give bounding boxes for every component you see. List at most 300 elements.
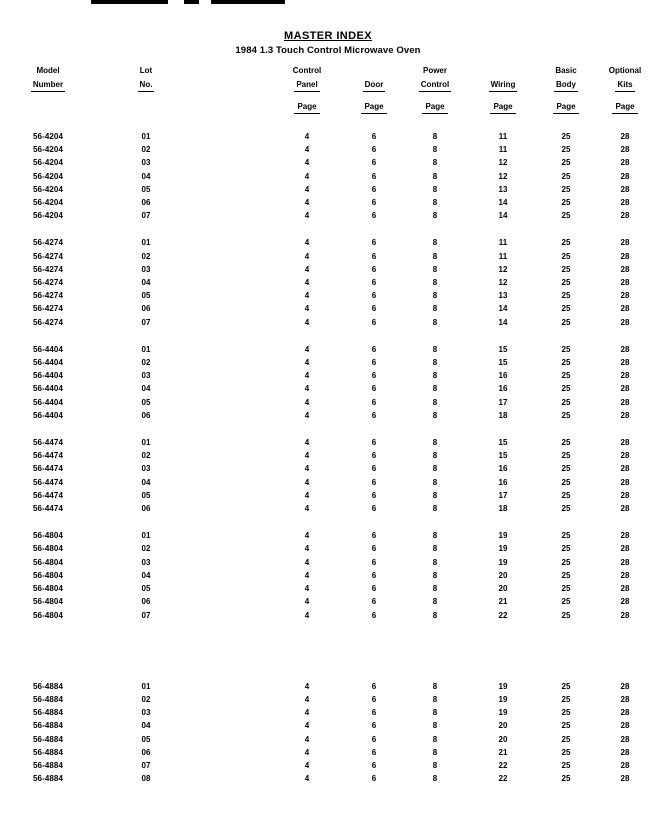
- cell-door-page: 6: [371, 145, 377, 155]
- cell-power-control-page: 8: [432, 721, 438, 731]
- cell-model-number: 56-4474: [32, 451, 64, 461]
- cell-power-control-page: 8: [432, 358, 438, 368]
- block-separator-cell: [0, 222, 656, 236]
- cell-model-number: 56-4474: [32, 438, 64, 448]
- cell-basic-body-page: 25: [561, 734, 571, 744]
- cell-spacer: [196, 542, 268, 555]
- cell-optional-kits-page: 28: [620, 597, 630, 607]
- header-optional-kits: Kits: [594, 78, 656, 100]
- cell-power-control-page: 8: [432, 708, 438, 718]
- cell-wiring-page: 15: [498, 344, 508, 354]
- cell-control-panel-page: 4: [304, 597, 310, 607]
- header-basic-body-line1: Basic: [555, 66, 577, 75]
- cell-basic-body-page: 25: [561, 397, 571, 407]
- cell-basic-body-page: 25: [561, 251, 571, 261]
- cell-power-control-page: 8: [432, 304, 438, 314]
- cell-power-control-page: 8: [432, 557, 438, 567]
- cell-optional-kits-page: 28: [620, 694, 630, 704]
- table-row: [0, 263, 656, 276]
- cell-control-panel-page: 4: [304, 477, 310, 487]
- cell-power-control-page: 8: [432, 531, 438, 541]
- cell-control-panel-page: 4: [304, 721, 310, 731]
- cell-lot-no: 05: [141, 734, 151, 744]
- cell-optional-kits-page: 28: [620, 211, 630, 221]
- cell-power-control-page: 8: [432, 211, 438, 221]
- cell-control-panel-page: 4: [304, 734, 310, 744]
- cell-basic-body-page: 25: [561, 171, 571, 181]
- table-row: [0, 156, 656, 169]
- cell-basic-body-page: 25: [561, 721, 571, 731]
- cell-spacer: [196, 719, 268, 732]
- cell-door-page: 6: [371, 597, 377, 607]
- cell-optional-kits-page: 28: [620, 708, 630, 718]
- table-row: [0, 209, 656, 222]
- cell-optional-kits-page: 28: [620, 477, 630, 487]
- table-row: [0, 719, 656, 732]
- header-control-panel: Panel: [268, 78, 346, 100]
- cell-door-page: 6: [371, 544, 377, 554]
- cell-power-control-page: 8: [432, 198, 438, 208]
- cell-optional-kits-page: 28: [620, 557, 630, 567]
- cell-model-number: 56-4274: [32, 238, 64, 248]
- cell-power-control-page: 8: [432, 384, 438, 394]
- header-power-control: Control: [402, 78, 468, 100]
- cell-door-page: 6: [371, 681, 377, 691]
- cell-door-page: 6: [371, 171, 377, 181]
- table-row: [0, 143, 656, 156]
- cell-model-number: 56-4404: [32, 371, 64, 381]
- cell-basic-body-page: 25: [561, 158, 571, 168]
- cell-control-panel-page: 4: [304, 570, 310, 580]
- cell-power-control-page: 8: [432, 291, 438, 301]
- cell-model-number: 56-4804: [32, 531, 64, 541]
- cell-model-number: 56-4884: [32, 721, 64, 731]
- cell-spacer: [196, 302, 268, 315]
- cell-door-page: 6: [371, 464, 377, 474]
- table-row: [0, 409, 656, 422]
- cell-control-panel-page: 4: [304, 317, 310, 327]
- cell-power-control-page: 8: [432, 597, 438, 607]
- cell-basic-body-page: 25: [561, 694, 571, 704]
- table-row: [0, 489, 656, 502]
- cell-lot-no: 01: [141, 438, 151, 448]
- table-row: [0, 449, 656, 462]
- cell-power-control-page: 8: [432, 251, 438, 261]
- header-row-line2: [0, 78, 656, 100]
- cell-door-page: 6: [371, 438, 377, 448]
- cell-basic-body-page: 25: [561, 531, 571, 541]
- cell-control-panel-page: 4: [304, 132, 310, 141]
- cell-power-control-page: 8: [432, 344, 438, 354]
- cell-door-page: 6: [371, 477, 377, 487]
- cell-model-number: 56-4804: [32, 584, 64, 594]
- cell-power-control-page: 8: [432, 438, 438, 448]
- cell-wiring-page: 16: [498, 384, 508, 394]
- cell-optional-kits-page: 28: [620, 358, 630, 368]
- cell-control-panel-page: 4: [304, 171, 310, 181]
- cell-power-control-page: 8: [432, 570, 438, 580]
- block-separator-cell: [0, 622, 656, 680]
- cell-optional-kits-page: 28: [620, 317, 630, 327]
- table-body: [0, 130, 656, 785]
- cell-spacer: [196, 693, 268, 706]
- header-page-door: Page: [346, 100, 402, 130]
- header-page-control-panel: Page: [268, 100, 346, 130]
- cell-door-page: 6: [371, 358, 377, 368]
- cell-wiring-page: 19: [498, 694, 508, 704]
- cell-power-control-page: 8: [432, 397, 438, 407]
- cell-spacer: [196, 462, 268, 475]
- cell-optional-kits-page: 28: [620, 184, 630, 194]
- cell-optional-kits-page: 28: [620, 238, 630, 248]
- cell-basic-body-page: 25: [561, 132, 571, 141]
- cell-control-panel-page: 4: [304, 291, 310, 301]
- header-page-optional-kits: Page: [594, 100, 656, 130]
- cell-door-page: 6: [371, 238, 377, 248]
- table-row: [0, 316, 656, 329]
- cell-model-number: 56-4274: [32, 251, 64, 261]
- cell-basic-body-page: 25: [561, 211, 571, 221]
- cell-control-panel-page: 4: [304, 584, 310, 594]
- cell-optional-kits-page: 28: [620, 544, 630, 554]
- cell-lot-no: 07: [141, 610, 151, 620]
- cell-optional-kits-page: 28: [620, 198, 630, 208]
- cell-control-panel-page: 4: [304, 410, 310, 420]
- cell-optional-kits-page: 28: [620, 371, 630, 381]
- cell-model-number: 56-4274: [32, 291, 64, 301]
- cell-control-panel-page: 4: [304, 760, 310, 770]
- cell-spacer: [196, 609, 268, 622]
- cell-lot-no: 06: [141, 747, 151, 757]
- cell-lot-no: 07: [141, 760, 151, 770]
- cell-wiring-page: 16: [498, 371, 508, 381]
- cell-door-page: 6: [371, 747, 377, 757]
- cell-wiring-page: 17: [498, 397, 508, 407]
- cell-door-page: 6: [371, 774, 377, 784]
- cell-spacer: [196, 772, 268, 785]
- cell-door-page: 6: [371, 504, 377, 514]
- cell-power-control-page: 8: [432, 760, 438, 770]
- cell-model-number: 56-4404: [32, 397, 64, 407]
- cell-lot-no: 04: [141, 721, 151, 731]
- cell-model-number: 56-4204: [32, 171, 64, 181]
- cell-wiring-page: 22: [498, 760, 508, 770]
- cell-basic-body-page: 25: [561, 557, 571, 567]
- cell-door-page: 6: [371, 211, 377, 221]
- table-row: [0, 130, 656, 143]
- cell-door-page: 6: [371, 264, 377, 274]
- cell-basic-body-page: 25: [561, 681, 571, 691]
- cell-optional-kits-page: 28: [620, 132, 630, 141]
- cell-optional-kits-page: 28: [620, 145, 630, 155]
- cell-control-panel-page: 4: [304, 251, 310, 261]
- cell-lot-no: 05: [141, 490, 151, 500]
- cell-basic-body-page: 25: [561, 238, 571, 248]
- cell-wiring-page: 15: [498, 438, 508, 448]
- cell-wiring-page: 13: [498, 291, 508, 301]
- cell-door-page: 6: [371, 251, 377, 261]
- cell-spacer: [196, 156, 268, 169]
- cell-spacer: [196, 409, 268, 422]
- cell-basic-body-page: 25: [561, 760, 571, 770]
- cell-control-panel-page: 4: [304, 544, 310, 554]
- cell-power-control-page: 8: [432, 477, 438, 487]
- cell-model-number: 56-4804: [32, 597, 64, 607]
- cell-door-page: 6: [371, 304, 377, 314]
- cell-basic-body-page: 25: [561, 145, 571, 155]
- cell-wiring-page: 11: [498, 145, 508, 155]
- cell-lot-no: 05: [141, 584, 151, 594]
- header-spacer-line1: [196, 64, 268, 78]
- cell-optional-kits-page: 28: [620, 158, 630, 168]
- cell-wiring-page: 21: [498, 747, 508, 757]
- cell-power-control-page: 8: [432, 544, 438, 554]
- cell-wiring-page: 15: [498, 451, 508, 461]
- cell-power-control-page: 8: [432, 504, 438, 514]
- cell-control-panel-page: 4: [304, 145, 310, 155]
- cell-lot-no: 02: [141, 544, 151, 554]
- table-row: [0, 396, 656, 409]
- cell-model-number: 56-4274: [32, 278, 64, 288]
- title-block: [0, 26, 656, 57]
- cell-power-control-page: 8: [432, 158, 438, 168]
- cell-basic-body-page: 25: [561, 344, 571, 354]
- cell-optional-kits-page: 28: [620, 504, 630, 514]
- cell-basic-body-page: 25: [561, 544, 571, 554]
- cell-control-panel-page: 4: [304, 158, 310, 168]
- cell-lot-no: 03: [141, 557, 151, 567]
- table-row: [0, 733, 656, 746]
- table-row: [0, 289, 656, 302]
- cell-door-page: 6: [371, 371, 377, 381]
- cell-basic-body-page: 25: [561, 584, 571, 594]
- cell-optional-kits-page: 28: [620, 451, 630, 461]
- table-row: [0, 569, 656, 582]
- cell-model-number: 56-4804: [32, 544, 64, 554]
- cell-control-panel-page: 4: [304, 184, 310, 194]
- table-row: [0, 196, 656, 209]
- cell-optional-kits-page: 28: [620, 584, 630, 594]
- cell-wiring-page: 20: [498, 721, 508, 731]
- header-page-basic-body: Page: [538, 100, 594, 130]
- cell-lot-no: 04: [141, 171, 151, 181]
- cell-door-page: 6: [371, 721, 377, 731]
- cell-optional-kits-page: 28: [620, 410, 630, 420]
- cell-door-page: 6: [371, 397, 377, 407]
- cell-door-page: 6: [371, 610, 377, 620]
- cell-optional-kits-page: 28: [620, 464, 630, 474]
- cell-optional-kits-page: 28: [620, 570, 630, 580]
- table-row: [0, 595, 656, 608]
- cell-model-number: 56-4204: [32, 132, 64, 141]
- cell-optional-kits-page: 28: [620, 397, 630, 407]
- cell-power-control-page: 8: [432, 584, 438, 594]
- cell-control-panel-page: 4: [304, 397, 310, 407]
- cell-wiring-page: 11: [498, 238, 508, 248]
- cell-model-number: 56-4404: [32, 410, 64, 420]
- cell-spacer: [196, 476, 268, 489]
- cell-door-page: 6: [371, 451, 377, 461]
- cell-lot-no: 02: [141, 451, 151, 461]
- cell-door-page: 6: [371, 384, 377, 394]
- cell-lot-no: 02: [141, 145, 151, 155]
- cell-wiring-page: 12: [498, 264, 508, 274]
- cell-basic-body-page: 25: [561, 384, 571, 394]
- cell-power-control-page: 8: [432, 694, 438, 704]
- cell-basic-body-page: 25: [561, 597, 571, 607]
- page-subtitle: 1984 1.3 Touch Control Microwave Oven: [235, 45, 421, 56]
- cell-lot-no: 08: [141, 774, 151, 784]
- cell-basic-body-page: 25: [561, 504, 571, 514]
- cell-spacer: [196, 170, 268, 183]
- header-page-power-control: Page: [402, 100, 468, 130]
- table-row: [0, 170, 656, 183]
- cell-basic-body-page: 25: [561, 264, 571, 274]
- table-row: [0, 250, 656, 263]
- cell-lot-no: 03: [141, 158, 151, 168]
- cell-model-number: 56-4274: [32, 317, 64, 327]
- cell-door-page: 6: [371, 278, 377, 288]
- header-optional-kits-line1: Optional: [608, 66, 642, 75]
- cell-lot-no: 01: [141, 132, 151, 141]
- cell-door-page: 6: [371, 344, 377, 354]
- cell-spacer: [196, 529, 268, 542]
- cell-lot-no: 06: [141, 504, 151, 514]
- cell-control-panel-page: 4: [304, 747, 310, 757]
- table-row: [0, 529, 656, 542]
- cell-spacer: [196, 316, 268, 329]
- cell-control-panel-page: 4: [304, 708, 310, 718]
- cell-door-page: 6: [371, 584, 377, 594]
- cell-power-control-page: 8: [432, 747, 438, 757]
- header-model-line1: Model: [36, 66, 60, 75]
- cell-power-control-page: 8: [432, 681, 438, 691]
- cell-power-control-page: 8: [432, 184, 438, 194]
- table-row: [0, 183, 656, 196]
- table-row: [0, 746, 656, 759]
- cell-lot-no: 06: [141, 304, 151, 314]
- cell-control-panel-page: 4: [304, 774, 310, 784]
- cell-spacer: [196, 706, 268, 719]
- cell-wiring-page: 12: [498, 158, 508, 168]
- cell-spacer: [196, 196, 268, 209]
- cell-wiring-page: 11: [498, 251, 508, 261]
- cell-model-number: 56-4884: [32, 708, 64, 718]
- cell-power-control-page: 8: [432, 464, 438, 474]
- cell-spacer: [196, 436, 268, 449]
- cell-control-panel-page: 4: [304, 490, 310, 500]
- cell-lot-no: 01: [141, 344, 151, 354]
- block-separator-cell: [0, 515, 656, 529]
- cell-power-control-page: 8: [432, 371, 438, 381]
- header-power-control-line1: Power: [422, 66, 447, 75]
- cell-wiring-page: 17: [498, 490, 508, 500]
- cell-control-panel-page: 4: [304, 371, 310, 381]
- cell-lot-no: 01: [141, 681, 151, 691]
- cell-basic-body-page: 25: [561, 278, 571, 288]
- cell-control-panel-page: 4: [304, 238, 310, 248]
- cell-control-panel-page: 4: [304, 278, 310, 288]
- cell-optional-kits-page: 28: [620, 278, 630, 288]
- cell-optional-kits-page: 28: [620, 490, 630, 500]
- cell-model-number: 56-4474: [32, 490, 64, 500]
- cell-basic-body-page: 25: [561, 371, 571, 381]
- cell-lot-no: 05: [141, 397, 151, 407]
- cell-basic-body-page: 25: [561, 438, 571, 448]
- cell-optional-kits-page: 28: [620, 681, 630, 691]
- table-row: [0, 369, 656, 382]
- cell-lot-no: 03: [141, 371, 151, 381]
- cell-optional-kits-page: 28: [620, 721, 630, 731]
- cell-door-page: 6: [371, 291, 377, 301]
- cell-optional-kits-page: 28: [620, 251, 630, 261]
- header-basic-body: Body: [538, 78, 594, 100]
- cell-optional-kits-page: 28: [620, 344, 630, 354]
- cell-wiring-page: 12: [498, 171, 508, 181]
- cell-power-control-page: 8: [432, 278, 438, 288]
- cell-basic-body-page: 25: [561, 291, 571, 301]
- table-row: [0, 609, 656, 622]
- table-row: [0, 382, 656, 395]
- cell-spacer: [196, 680, 268, 693]
- cell-control-panel-page: 4: [304, 531, 310, 541]
- cell-model-number: 56-4204: [32, 198, 64, 208]
- table-row: [0, 706, 656, 719]
- cell-control-panel-page: 4: [304, 344, 310, 354]
- cell-wiring-page: 18: [498, 504, 508, 514]
- cell-optional-kits-page: 28: [620, 747, 630, 757]
- cell-basic-body-page: 25: [561, 317, 571, 327]
- cell-model-number: 56-4204: [32, 145, 64, 155]
- cell-model-number: 56-4274: [32, 304, 64, 314]
- cell-model-number: 56-4804: [32, 557, 64, 567]
- cell-basic-body-page: 25: [561, 198, 571, 208]
- cell-wiring-page: 22: [498, 610, 508, 620]
- cell-power-control-page: 8: [432, 145, 438, 155]
- cell-model-number: 56-4884: [32, 681, 64, 691]
- cell-spacer: [196, 449, 268, 462]
- cell-wiring-page: 21: [498, 597, 508, 607]
- cell-model-number: 56-4204: [32, 158, 64, 168]
- cell-spacer: [196, 209, 268, 222]
- cell-door-page: 6: [371, 490, 377, 500]
- cell-wiring-page: 19: [498, 531, 508, 541]
- cell-wiring-page: 20: [498, 584, 508, 594]
- cell-power-control-page: 8: [432, 317, 438, 327]
- block-separator: [0, 329, 656, 343]
- cell-model-number: 56-4884: [32, 734, 64, 744]
- table-row: [0, 693, 656, 706]
- table-row: [0, 236, 656, 249]
- cell-basic-body-page: 25: [561, 477, 571, 487]
- table-row: [0, 542, 656, 555]
- cell-model-number: 56-4474: [32, 477, 64, 487]
- cell-spacer: [196, 595, 268, 608]
- cell-power-control-page: 8: [432, 451, 438, 461]
- cell-control-panel-page: 4: [304, 438, 310, 448]
- block-separator: [0, 622, 656, 680]
- cell-spacer: [196, 236, 268, 249]
- cell-model-number: 56-4204: [32, 184, 64, 194]
- cell-door-page: 6: [371, 317, 377, 327]
- cell-wiring-page: 20: [498, 570, 508, 580]
- cell-spacer: [196, 276, 268, 289]
- table-row: [0, 343, 656, 356]
- table-row: [0, 759, 656, 772]
- header-control-panel-line1: Control: [292, 66, 322, 75]
- cell-model-number: 56-4804: [32, 570, 64, 580]
- header-lot-no: No.: [96, 78, 196, 100]
